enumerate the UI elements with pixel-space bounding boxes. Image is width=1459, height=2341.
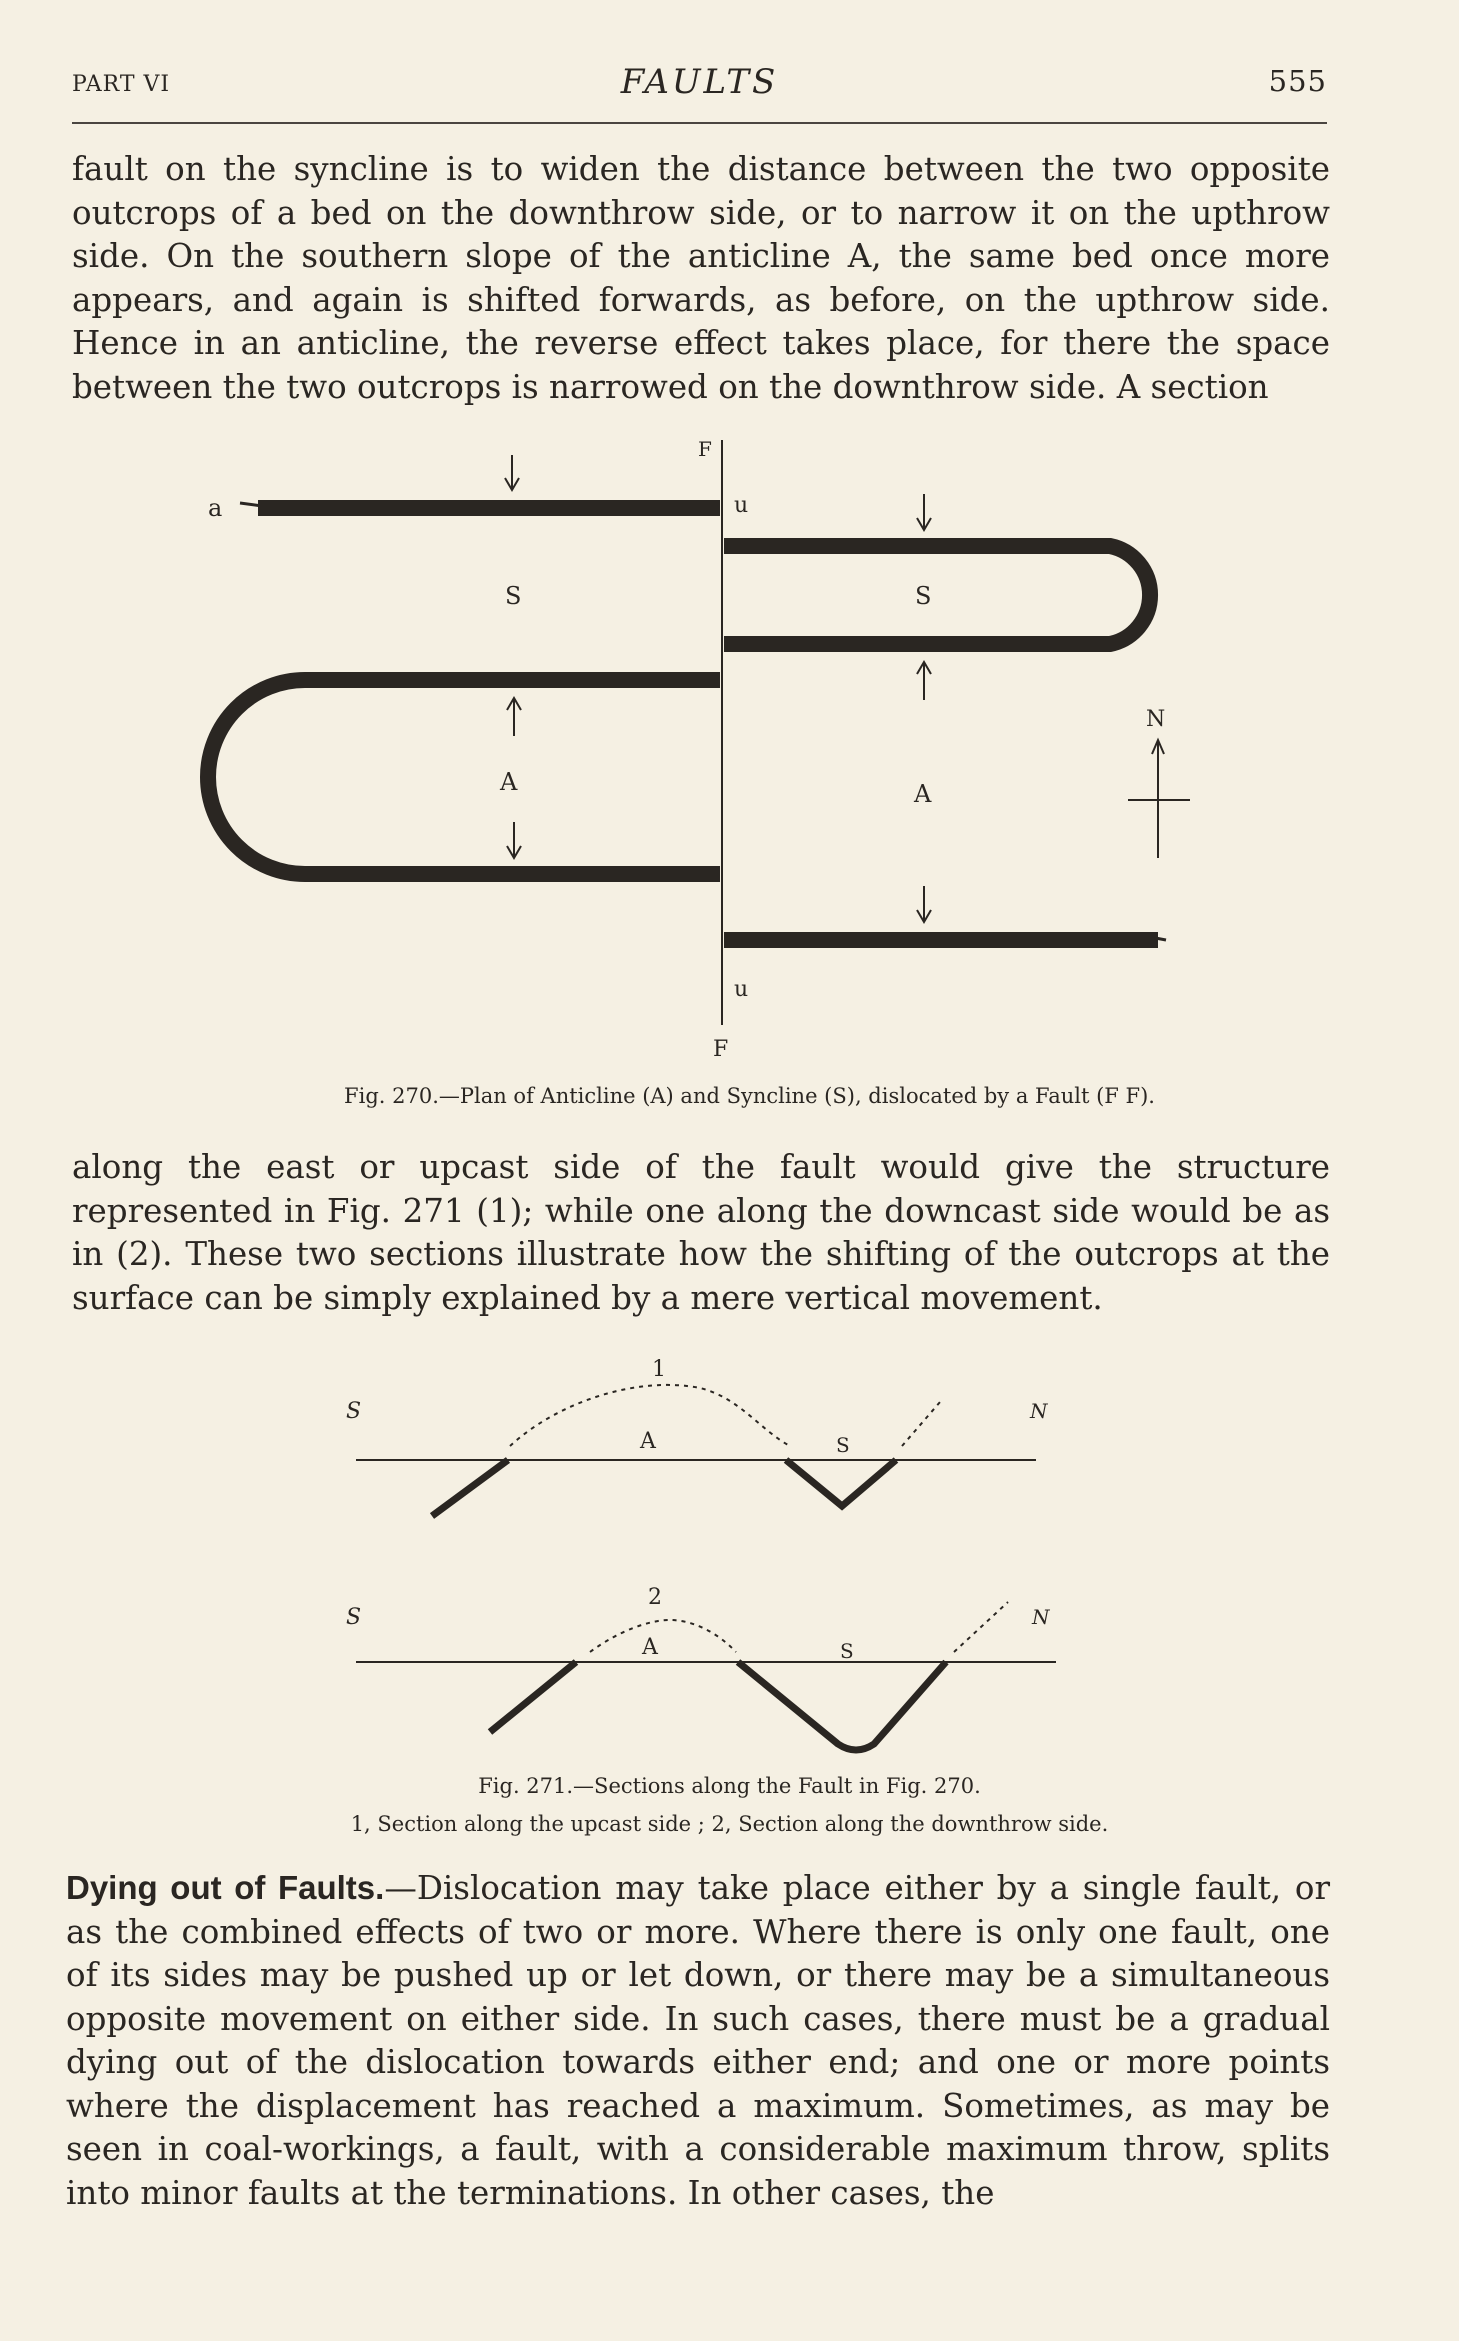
section2-north: N xyxy=(1032,1605,1050,1629)
section2-south: S xyxy=(346,1605,362,1630)
label-a-right: A xyxy=(914,780,932,808)
page-number: 555 xyxy=(1268,64,1327,98)
label-a-left: A xyxy=(500,768,518,796)
section1-syncline xyxy=(786,1460,896,1506)
label-north: N xyxy=(1146,707,1166,732)
label-f-top: F xyxy=(698,437,712,461)
section2-number: 2 xyxy=(648,1585,662,1610)
label-u-top: u xyxy=(734,493,749,518)
section1-north: N xyxy=(1030,1399,1048,1423)
section1-syncline: S xyxy=(836,1433,850,1457)
part-label: PART VI xyxy=(72,72,171,97)
paragraph-3 xyxy=(66,1866,1330,2215)
paragraph-3-body: —Dislocation may take place either by a single fault, or as the combined effects of two or more. Where there is only one fault, one of its sides may be pushed up or let down, or there may be a simultaneous opposite movement on either side. In such cases, there must be a gradual dying out of the dislocation towards either end; and one or more points where the displacement has reached a maximum. Sometimes, as may be seen in coal-workings, a fault, with a considerable maximum throw, splits into minor faults at the terminations. In other cases, the xyxy=(66,1869,1330,2212)
chapter-title: FAULTS xyxy=(620,62,779,102)
section1-south: S xyxy=(346,1399,362,1424)
label-f-bottom: F xyxy=(713,1037,729,1062)
label-a: a xyxy=(208,494,223,522)
fig271-caption-line2: 1, Section along the upcast side ; 2, Section along the downthrow side. xyxy=(350,1812,1109,1836)
section1-anticline-limb xyxy=(432,1460,508,1516)
label-s-right: S xyxy=(915,582,932,610)
fig271-caption-line1: Fig. 271.—Sections along the Fault in Fig. 270. xyxy=(478,1774,981,1798)
section2-anticline-limb xyxy=(490,1662,576,1732)
section2-dashed-arch xyxy=(590,1620,736,1652)
section1-anticline: A xyxy=(640,1429,656,1454)
section-heading: Dying out of Faults. xyxy=(66,1869,385,1906)
fig270-caption: Fig. 270.—Plan of Anticline (A) and Syncline (S), dislocated by a Fault (F F). xyxy=(344,1084,1155,1108)
section2-syncline: S xyxy=(840,1639,854,1663)
label-u-bottom: u xyxy=(734,977,749,1002)
paragraph-2: along the east or upcast side of the fault would give the structure represented in Fig. 271 (1); while one along the downcast side would be as in (2). These two sections illustrate how the shifting of the outcrops at the surface can be simply explained by a mere vertical movement. xyxy=(72,1148,1330,1317)
label-s-left: S xyxy=(505,582,522,610)
section2-anticline: A xyxy=(642,1635,658,1660)
section1-number: 1 xyxy=(652,1357,666,1382)
paragraph-1: fault on the syncline is to widen the distance between the two opposite outcrops of a bed on the downthrow side, or to narrow it on the upthrow side. On the southern slope of the anticline A, the same bed once more appears, and again is shifted forwards, as before, on the upthrow side. Hence in an anticline, the reverse effect takes place, for there the space between the two outcrops is narrowed on the downthrow side. A section xyxy=(72,150,1330,406)
section2-syncline xyxy=(738,1662,946,1750)
